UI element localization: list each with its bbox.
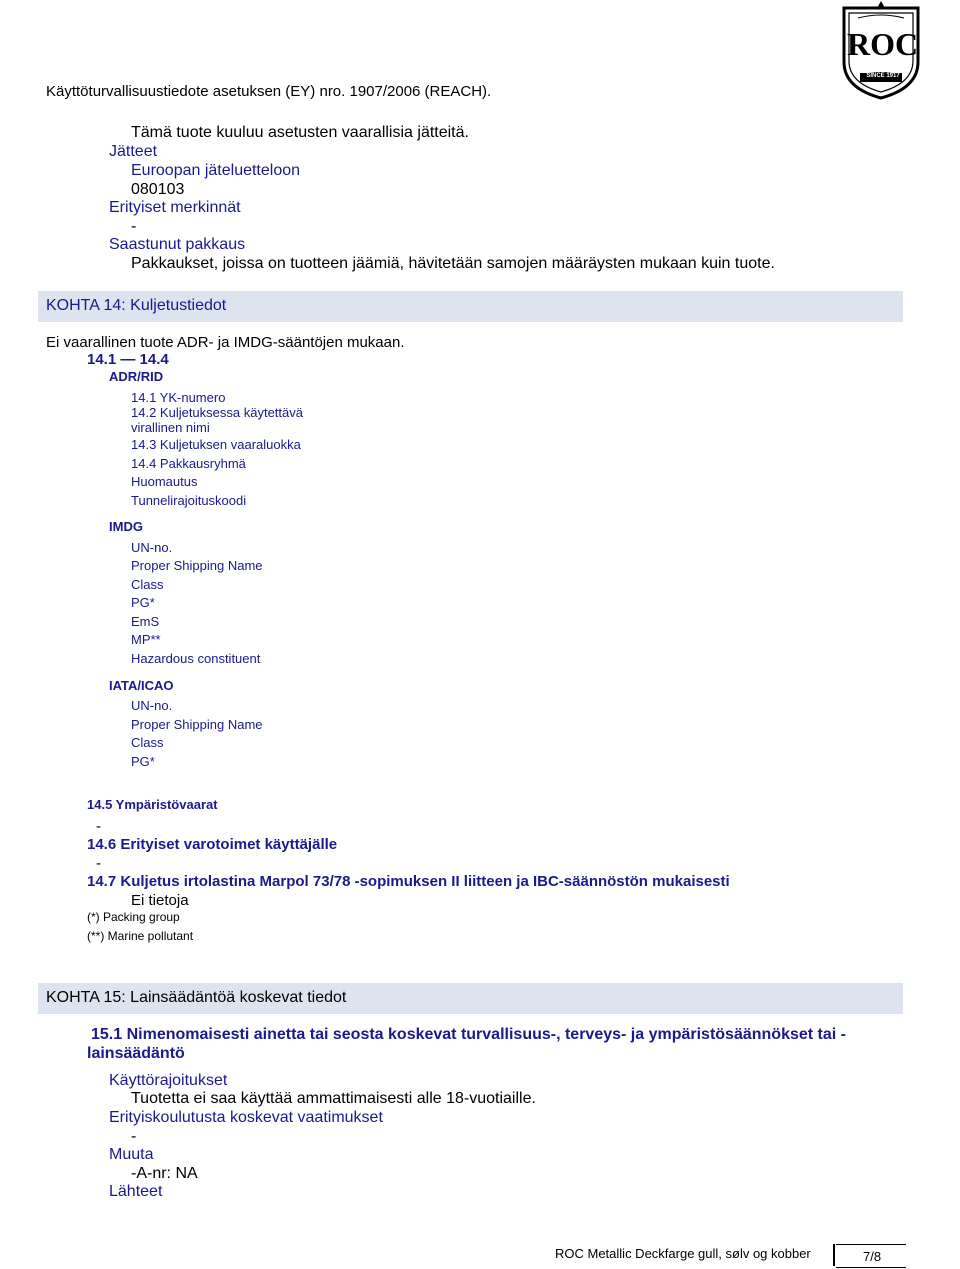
adr-item: 14.2 Kuljetuksessa käytettävä: [131, 405, 303, 420]
environmental-hazards-label: 14.5 Ympäristövaarat: [87, 797, 218, 812]
logo-subtext: SINCE 1917: [866, 73, 900, 79]
other-value: -A-nr: NA: [131, 1165, 198, 1182]
adr-item: 14.3 Kuljetuksen vaaraluokka: [131, 437, 301, 452]
usage-restrictions-label: Käyttörajoitukset: [109, 1072, 228, 1089]
subsection-15-1-line2: lainsäädäntö: [87, 1045, 185, 1062]
european-waste-code: 080103: [131, 181, 185, 198]
iata-title: IATA/ICAO: [109, 678, 174, 693]
imdg-item: MP**: [131, 632, 161, 647]
adr-item: Huomautus: [131, 474, 198, 489]
bulk-transport-value: Ei tietoja: [131, 892, 189, 909]
adr-title: ADR/RID: [109, 369, 164, 384]
imdg-item: PG*: [131, 595, 155, 610]
special-precautions-value: -: [96, 855, 101, 872]
other-label: Muuta: [109, 1146, 154, 1163]
special-markings-label: Erityiset merkinnät: [109, 199, 241, 216]
sources-label: Lähteet: [109, 1183, 163, 1200]
iata-item: PG*: [131, 754, 155, 769]
training-requirements-label: Erityiskoulutusta koskevat vaatimukset: [109, 1109, 383, 1126]
iata-item: UN-no.: [131, 698, 173, 713]
imdg-title: IMDG: [109, 519, 143, 534]
waste-label: Jätteet: [109, 143, 158, 160]
adr-item: virallinen nimi: [131, 420, 210, 435]
subsection-range: 14.1 — 14.4: [87, 351, 169, 368]
iata-item: Class: [131, 735, 164, 750]
imdg-item: Hazardous constituent: [131, 651, 261, 666]
section-14-heading-bar: [38, 291, 903, 322]
footnote-packing-group: (*) Packing group: [87, 910, 180, 924]
section-14-heading: KOHTA 14: Kuljetustiedot: [46, 297, 227, 314]
imdg-item: Class: [131, 577, 164, 592]
training-requirements-value: -: [131, 1128, 137, 1145]
adr-item: 14.1 YK-numero: [131, 390, 226, 405]
special-precautions-label: 14.6 Erityiset varotoimet käyttäjälle: [87, 836, 338, 853]
subsection-15-1-line1: 15.1 Nimenomaisesti ainetta tai seosta koskevat turvallisuus-, terveys- ja ympäristösäännökset tai -: [91, 1026, 846, 1043]
contaminated-packaging-label: Saastunut pakkaus: [109, 236, 246, 253]
section-15-heading: KOHTA 15: Lainsäädäntöä koskevat tiedot: [46, 989, 347, 1006]
adr-item: 14.4 Pakkausryhmä: [131, 456, 246, 471]
contaminated-packaging-text: Pakkaukset, joissa on tuotteen jäämiä, hävitetään samojen määräysten mukaan kuin tuote.: [131, 255, 775, 272]
adr-item: Tunnelirajoituskoodi: [131, 493, 247, 508]
bulk-transport-label: 14.7 Kuljetus irtolastina Marpol 73/78 -sopimuksen II liitteen ja IBC-säännöstön mukaisesti: [87, 873, 730, 890]
transport-intro: Ei vaarallinen tuote ADR- ja IMDG-sääntöjen mukaan.: [46, 334, 405, 351]
iata-item: Proper Shipping Name: [131, 717, 263, 732]
page-number: 7/8: [863, 1249, 882, 1264]
footer-product-name: ROC Metallic Deckfarge gull, sølv og kobber: [555, 1246, 811, 1261]
environmental-hazards-value: -: [96, 818, 101, 835]
footnote-marine-pollutant: (**) Marine pollutant: [87, 929, 194, 943]
logo-text: ROC: [847, 26, 919, 62]
usage-restrictions-text: Tuotetta ei saa käyttää ammattimaisesti alle 18-vuotiaille.: [131, 1090, 536, 1107]
waste-intro: Tämä tuote kuuluu asetusten vaarallisia jätteitä.: [131, 124, 469, 141]
footer-divider: [833, 1244, 835, 1266]
special-markings-value: -: [131, 218, 137, 235]
imdg-item: Proper Shipping Name: [131, 558, 263, 573]
imdg-item: EmS: [131, 614, 160, 629]
document-title: Käyttöturvallisuustiedote asetuksen (EY) nro. 1907/2006 (REACH).: [46, 83, 492, 100]
section-15-heading-bar: [38, 983, 903, 1014]
imdg-item: UN-no.: [131, 540, 173, 555]
european-waste-list-label: Euroopan jäteluetteloon: [131, 162, 301, 179]
